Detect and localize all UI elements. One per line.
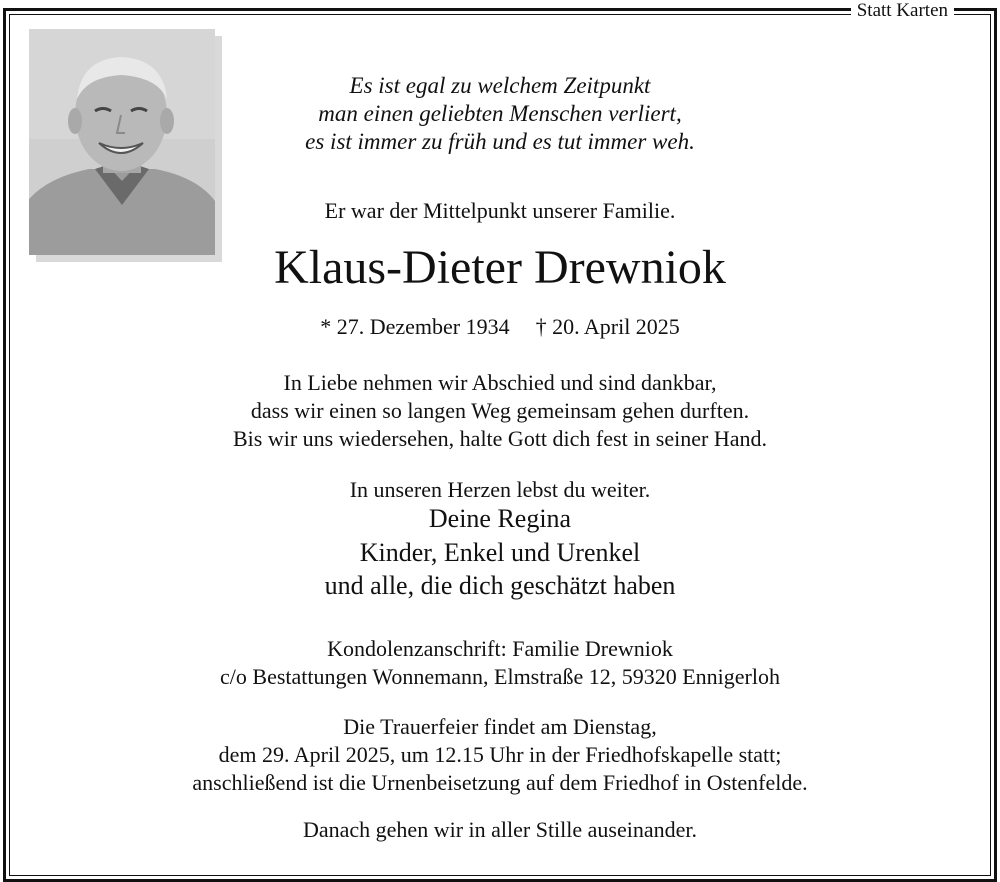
mourner-line-3: und alle, die dich geschätzt haben (324, 571, 676, 600)
intro-text: Er war der Mittelpunkt unserer Familie. (324, 198, 676, 223)
quote-line-1: Es ist egal zu welchem Zeitpunkt (349, 73, 651, 98)
death-date: † 20. April 2025 (535, 314, 680, 339)
quote-line-2: man einen geliebten Menschen verliert, (318, 101, 682, 126)
quote-line-3: es ist immer zu früh und es tut immer weh. (305, 129, 695, 154)
farewell-line-2: dass wir einen so langen Weg gemeinsam gehen durften. (250, 398, 750, 423)
ceremony-line-3: anschließend ist die Urnenbeisetzung auf dem Friedhof in Ostenfelde. (192, 770, 808, 795)
deceased-name: Klaus-Dieter Drewniok (274, 241, 726, 294)
ceremony-line-1: Die Trauerfeier findet am Dienstag, (343, 714, 657, 739)
mourner-line-1: Deine Regina (428, 504, 572, 533)
farewell-line-1: In Liebe nehmen wir Abschied und sind dankbar, (283, 370, 717, 395)
farewell-line-3: Bis wir uns wiedersehen, halte Gott dich fest in seiner Hand. (233, 426, 767, 451)
mourners-intro: In unseren Herzen lebst du weiter. (349, 477, 651, 502)
ceremony-line-2: dem 29. April 2025, um 12.15 Uhr in der Friedhofskapelle statt; (218, 742, 782, 767)
condolence-line-1: Kondolenzanschrift: Familie Drewniok (327, 636, 673, 661)
life-dates (0, 313, 1000, 341)
mourner-line-2: Kinder, Enkel und Urenkel (359, 538, 641, 567)
header-label: Statt Karten (851, 0, 954, 22)
closing-text: Danach gehen wir in aller Stille auseinander. (302, 817, 698, 842)
condolence-line-2: c/o Bestattungen Wonnemann, Elmstraße 12, 59320 Ennigerloh (220, 664, 780, 689)
birth-date: * 27. Dezember 1934 (320, 314, 510, 339)
